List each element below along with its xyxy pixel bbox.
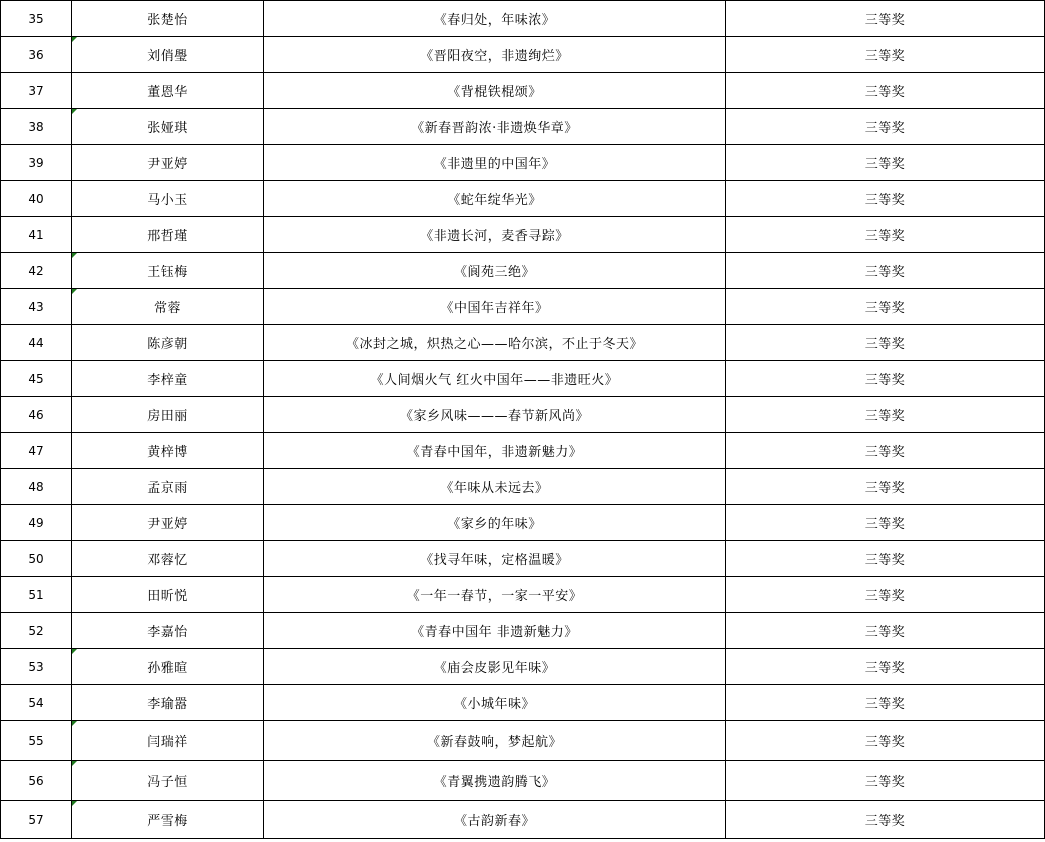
cell-name[interactable] (72, 217, 264, 253)
cell-comment-marker (72, 761, 77, 766)
cell-name[interactable] (72, 181, 264, 217)
cell-title[interactable]: 《年味从未远去》 (264, 469, 726, 505)
cell-number[interactable]: 43 (1, 289, 72, 325)
cell-award[interactable]: 三等奖 (726, 37, 1045, 73)
name-text: 董恩华 (147, 85, 188, 100)
cell-title[interactable]: 《背棍铁棍颂》 (264, 73, 726, 109)
name-text: 邓蓉忆 (147, 553, 188, 568)
cell-name[interactable] (72, 685, 264, 721)
name-text: 马小玉 (147, 193, 188, 208)
cell-title[interactable]: 《青春中国年，非遗新魅力》 (264, 433, 726, 469)
cell-award[interactable]: 三等奖 (726, 433, 1045, 469)
cell-number[interactable]: 35 (1, 1, 72, 37)
name-text: 田昕悦 (147, 589, 188, 604)
table-row (1, 325, 1045, 361)
cell-title[interactable]: 《家乡风味———春节新风尚》 (264, 397, 726, 433)
cell-number[interactable]: 46 (1, 397, 72, 433)
cell-title[interactable]: 《庙会皮影见年味》 (264, 649, 726, 685)
table-row (1, 469, 1045, 505)
cell-number[interactable]: 41 (1, 217, 72, 253)
cell-award[interactable]: 三等奖 (726, 1, 1045, 37)
name-text: 孙雅暄 (147, 661, 188, 676)
cell-award[interactable]: 三等奖 (726, 181, 1045, 217)
name-text: 张楚怡 (147, 13, 188, 28)
cell-title[interactable]: 《古韵新春》 (264, 801, 726, 839)
cell-name[interactable] (72, 613, 264, 649)
cell-title[interactable]: 《冰封之城，炽热之心——哈尔滨，不止于冬天》 (264, 325, 726, 361)
table-row (1, 577, 1045, 613)
cell-comment-marker (72, 37, 77, 42)
name-text: 尹亚婷 (147, 517, 188, 532)
table-row (1, 541, 1045, 577)
cell-award[interactable]: 三等奖 (726, 649, 1045, 685)
cell-name[interactable] (72, 1, 264, 37)
cell-name[interactable] (72, 109, 264, 145)
cell-name[interactable] (72, 145, 264, 181)
cell-number[interactable]: 44 (1, 325, 72, 361)
cell-title[interactable]: 《一年一春节，一家一平安》 (264, 577, 726, 613)
cell-award[interactable]: 三等奖 (726, 145, 1045, 181)
name-text: 张娅琪 (147, 121, 188, 136)
cell-comment-marker (72, 801, 77, 806)
cell-comment-marker (72, 649, 77, 654)
table-row (1, 253, 1045, 289)
name-text: 刘俏璺 (147, 49, 188, 64)
cell-award[interactable]: 三等奖 (726, 505, 1045, 541)
cell-title[interactable]: 《人间烟火气 红火中国年——非遗旺火》 (264, 361, 726, 397)
table-row (1, 361, 1045, 397)
name-text: 王钰梅 (147, 265, 188, 280)
cell-title[interactable]: 《非遗长河，麦香寻踪》 (264, 217, 726, 253)
cell-award[interactable]: 三等奖 (726, 541, 1045, 577)
cell-award[interactable]: 三等奖 (726, 613, 1045, 649)
cell-comment-marker (72, 289, 77, 294)
cell-award[interactable]: 三等奖 (726, 73, 1045, 109)
cell-name[interactable] (72, 73, 264, 109)
cell-name[interactable] (72, 801, 264, 839)
cell-name[interactable] (72, 721, 264, 761)
cell-title[interactable]: 《家乡的年味》 (264, 505, 726, 541)
cell-number[interactable]: 37 (1, 73, 72, 109)
cell-award[interactable]: 三等奖 (726, 361, 1045, 397)
cell-title[interactable]: 《小城年味》 (264, 685, 726, 721)
name-text: 李瑜嚣 (147, 697, 188, 712)
cell-number[interactable]: 40 (1, 181, 72, 217)
cell-number[interactable]: 45 (1, 361, 72, 397)
cell-award[interactable]: 三等奖 (726, 577, 1045, 613)
cell-title[interactable]: 《中国年吉祥年》 (264, 289, 726, 325)
table-row (1, 433, 1045, 469)
cell-award[interactable]: 三等奖 (726, 397, 1045, 433)
cell-award[interactable]: 三等奖 (726, 253, 1045, 289)
table-row (1, 613, 1045, 649)
cell-award[interactable]: 三等奖 (726, 217, 1045, 253)
name-text: 常蓉 (153, 301, 181, 316)
cell-number[interactable]: 39 (1, 145, 72, 181)
cell-number[interactable]: 48 (1, 469, 72, 505)
cell-award[interactable]: 三等奖 (726, 469, 1045, 505)
cell-comment-marker (72, 109, 77, 114)
cell-number[interactable]: 51 (1, 577, 72, 613)
name-text: 冯子恒 (147, 775, 188, 790)
cell-name[interactable] (72, 325, 264, 361)
name-text: 闫瑞祥 (147, 735, 188, 750)
cell-award[interactable]: 三等奖 (726, 109, 1045, 145)
cell-award[interactable]: 三等奖 (726, 685, 1045, 721)
cell-award[interactable]: 三等奖 (726, 761, 1045, 801)
cell-number[interactable]: 47 (1, 433, 72, 469)
table-row (1, 721, 1045, 761)
table-row (1, 181, 1045, 217)
cell-number[interactable]: 55 (1, 721, 72, 761)
cell-title[interactable]: 《蛇年绽华光》 (264, 181, 726, 217)
cell-title[interactable]: 《非遗里的中国年》 (264, 145, 726, 181)
table-row (1, 801, 1045, 839)
award-table-body (1, 1, 1045, 839)
name-text: 邢哲瑾 (147, 229, 188, 244)
cell-name[interactable] (72, 397, 264, 433)
cell-name[interactable] (72, 433, 264, 469)
cell-title[interactable]: 《阆苑三绝》 (264, 253, 726, 289)
cell-number[interactable]: 50 (1, 541, 72, 577)
cell-number[interactable]: 42 (1, 253, 72, 289)
name-text: 尹亚婷 (147, 157, 188, 172)
table-row (1, 1, 1045, 37)
cell-name[interactable] (72, 505, 264, 541)
cell-name[interactable] (72, 577, 264, 613)
cell-comment-marker (72, 253, 77, 258)
cell-name[interactable] (72, 361, 264, 397)
cell-number[interactable]: 49 (1, 505, 72, 541)
name-text: 陈彦朝 (147, 337, 188, 352)
name-text: 严雪梅 (147, 814, 188, 829)
cell-name[interactable] (72, 761, 264, 801)
cell-award[interactable]: 三等奖 (726, 325, 1045, 361)
cell-award[interactable]: 三等奖 (726, 721, 1045, 761)
cell-title[interactable]: 《新春晋韵浓·非遗焕华章》 (264, 109, 726, 145)
table-row (1, 145, 1045, 181)
cell-comment-marker (72, 721, 77, 726)
name-text: 黄梓博 (147, 445, 188, 460)
name-text: 李梓童 (147, 373, 188, 388)
cell-name[interactable] (72, 289, 264, 325)
cell-title[interactable]: 《找寻年味，定格温暖》 (264, 541, 726, 577)
cell-name[interactable] (72, 253, 264, 289)
cell-number[interactable]: 53 (1, 649, 72, 685)
cell-number[interactable]: 56 (1, 761, 72, 801)
table-row (1, 397, 1045, 433)
table-row (1, 109, 1045, 145)
cell-name[interactable] (72, 649, 264, 685)
cell-name[interactable] (72, 37, 264, 73)
cell-award[interactable]: 三等奖 (726, 801, 1045, 839)
cell-title[interactable]: 《春归处，年味浓》 (264, 1, 726, 37)
name-text: 孟京雨 (147, 481, 188, 496)
table-row (1, 649, 1045, 685)
cell-title[interactable]: 《青春中国年 非遗新魅力》 (264, 613, 726, 649)
cell-number[interactable]: 36 (1, 37, 72, 73)
cell-title[interactable]: 《晋阳夜空，非遗绚烂》 (264, 37, 726, 73)
name-text: 李嘉怡 (147, 625, 188, 640)
table-row (1, 505, 1045, 541)
cell-number[interactable]: 54 (1, 685, 72, 721)
table-row (1, 73, 1045, 109)
cell-name[interactable] (72, 469, 264, 505)
cell-title[interactable]: 《新春鼓响，梦起航》 (264, 721, 726, 761)
table-row (1, 685, 1045, 721)
cell-name[interactable] (72, 541, 264, 577)
cell-title[interactable]: 《青翼携遗韵腾飞》 (264, 761, 726, 801)
name-text: 房田丽 (147, 409, 188, 424)
table-row (1, 289, 1045, 325)
table-row (1, 217, 1045, 253)
table-row (1, 761, 1045, 801)
cell-number[interactable]: 57 (1, 801, 72, 839)
table-row (1, 37, 1045, 73)
cell-award[interactable]: 三等奖 (726, 289, 1045, 325)
cell-number[interactable]: 38 (1, 109, 72, 145)
cell-number[interactable]: 52 (1, 613, 72, 649)
